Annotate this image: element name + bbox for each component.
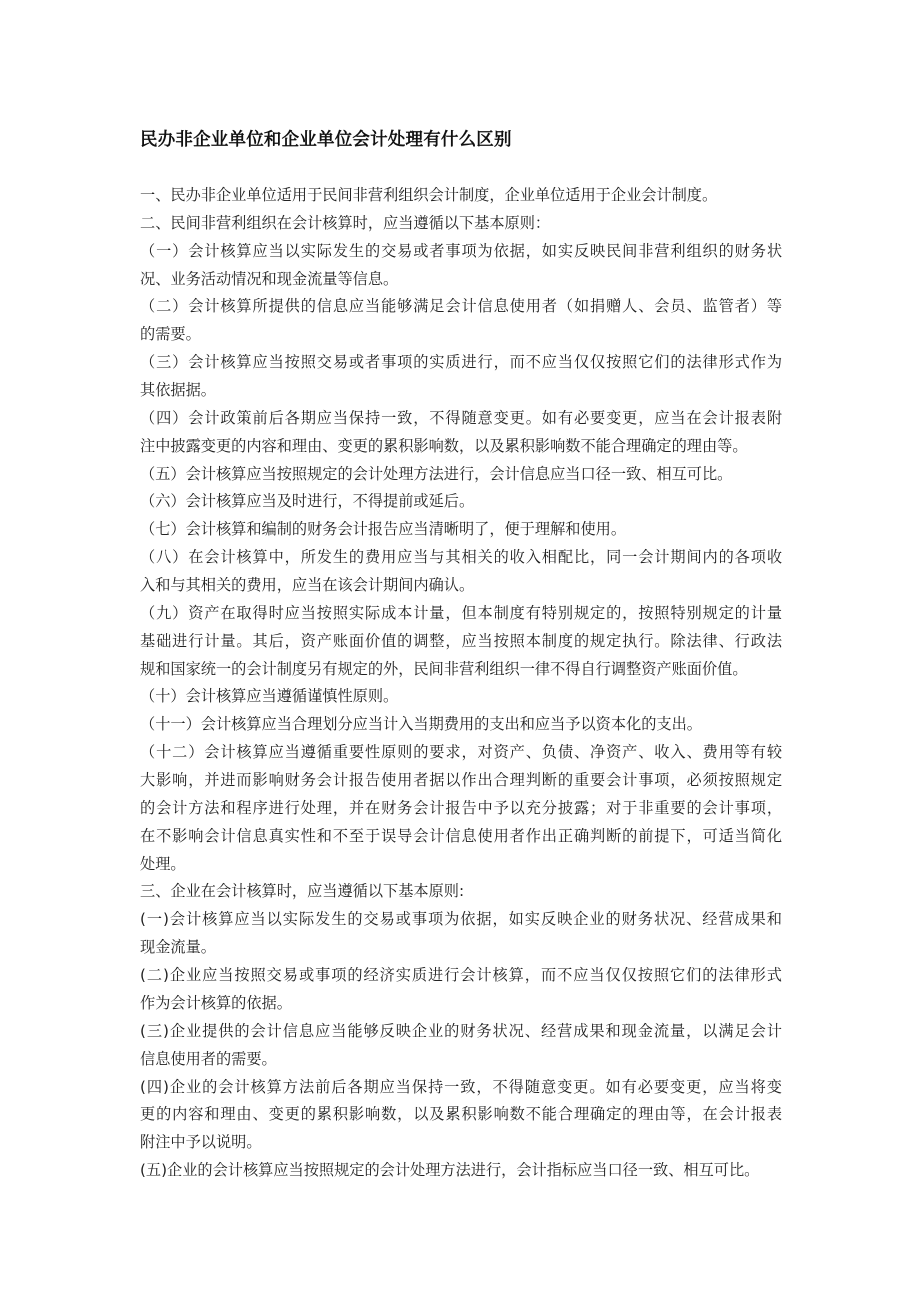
paragraph-line: （七）会计核算和编制的财务会计报告应当清晰明了，便于理解和使用。	[140, 520, 626, 539]
paragraph-line: 规和国家统一的会计制度另有规定的外，民间非营利组织一律不得自行调整资产账面价值。	[140, 659, 748, 678]
paragraph	[140, 600, 782, 684]
paragraph-line: （九）资产在取得时应当按照实际成本计量，但本制度有特别规定的，按照特别规定的计量	[140, 603, 782, 622]
paragraph	[140, 293, 782, 349]
paragraph-line: (四)企业的会计核算方法前后各期应当保持一致，不得随意变更。如有必要变更，应当将变	[140, 1077, 782, 1096]
paragraph-line: 注中披露变更的内容和理由、变更的累积影响数，以及累积影响数不能合理确定的理由等。	[140, 436, 748, 455]
paragraph-line: 三、企业在会计核算时，应当遵循以下基本原则:	[140, 882, 465, 901]
paragraph-line: (五)企业的会计核算应当按照规定的会计处理方法进行，会计指标应当口径一致、相互可比。	[140, 1161, 760, 1180]
paragraph	[140, 405, 782, 461]
paragraph	[140, 1018, 782, 1074]
paragraph-line: 在不影响会计信息真实性和不至于误导会计信息使用者作出正确判断的前提下，可适当简化	[140, 826, 782, 845]
paragraph-line: 的需要。	[140, 325, 201, 344]
paragraph	[140, 488, 782, 516]
paragraph-line: （二）会计核算所提供的信息应当能够满足会计信息使用者（如捐赠人、会员、监管者）等	[140, 297, 782, 316]
paragraph-line: 现金流量。	[140, 938, 216, 957]
paragraph-line: 的会计方法和程序进行处理，并在财务会计报告中予以充分披露；对于非重要的会计事项，	[140, 798, 782, 817]
paragraph-line: （八）在会计核算中，所发生的费用应当与其相关的收入相配比，同一会计期间内的各项收	[140, 548, 782, 567]
paragraph-line: 作为会计核算的依据。	[140, 993, 292, 1012]
document-body	[140, 182, 782, 1185]
paragraph	[140, 238, 782, 294]
paragraph-line: (一)会计核算应当以实际发生的交易或事项为依据，如实反映企业的财务状况、经营成果和	[140, 910, 782, 929]
paragraph	[140, 210, 782, 238]
paragraph	[140, 516, 782, 544]
paragraph	[140, 182, 782, 210]
paragraph-line: 信息使用者的需要。	[140, 1049, 277, 1068]
paragraph	[140, 1157, 782, 1185]
paragraph	[140, 906, 782, 962]
paragraph	[140, 683, 782, 711]
paragraph-line: (二)企业应当按照交易或事项的经济实质进行会计核算，而不应当仅仅按照它们的法律形式	[140, 966, 782, 985]
paragraph	[140, 962, 782, 1018]
paragraph-line: (三)企业提供的会计信息应当能够反映企业的财务状况、经营成果和现金流量，以满足会计	[140, 1021, 782, 1040]
paragraph-line: 处理。	[140, 854, 186, 873]
paragraph	[140, 544, 782, 600]
paragraph	[140, 1074, 782, 1158]
paragraph	[140, 461, 782, 489]
paragraph-line: 一、民办非企业单位适用于民间非营利组织会计制度，企业单位适用于企业会计制度。	[140, 186, 718, 204]
paragraph-line: 更的内容和理由、变更的累积影响数，以及累积影响数不能合理确定的理由等，在会计报表	[140, 1105, 782, 1124]
paragraph	[140, 711, 782, 739]
paragraph-line: 况、业务活动情况和现金流量等信息。	[140, 269, 399, 288]
paragraph-line: 基础进行计量。其后，资产账面价值的调整，应当按照本制度的规定执行。除法律、行政法	[140, 631, 782, 650]
paragraph-line: 其依据据。	[140, 381, 216, 400]
paragraph-line: （十二）会计核算应当遵循重要性原则的要求，对资产、负债、净资产、收入、费用等有较	[140, 743, 782, 762]
paragraph-line: 二、民间非营利组织在会计核算时，应当遵循以下基本原则：	[140, 213, 551, 232]
paragraph-line: 附注中予以说明。	[140, 1133, 262, 1152]
paragraph-line: （三）会计核算应当按照交易或者事项的实质进行，而不应当仅仅按照它们的法律形式作为	[140, 353, 782, 372]
paragraph	[140, 349, 782, 405]
document-title: 民办非企业单位和企业单位会计处理有什么区别	[140, 130, 512, 150]
paragraph-line: 入和与其相关的费用，应当在该会计期间内确认。	[140, 576, 475, 595]
paragraph-line: （十）会计核算应当遵循谨慎性原则。	[140, 687, 399, 706]
paragraph	[140, 739, 782, 878]
paragraph-line: （五）会计核算应当按照规定的会计处理方法进行，会计信息应当口径一致、相互可比。	[140, 464, 733, 483]
paragraph	[140, 878, 782, 906]
paragraph-line: （四）会计政策前后各期应当保持一致，不得随意变更。如有必要变更，应当在会计报表附	[140, 408, 782, 427]
paragraph-line: 大影响，并进而影响财务会计报告使用者据以作出合理判断的重要会计事项，必须按照规定	[140, 771, 782, 790]
paragraph-line: （一）会计核算应当以实际发生的交易或者事项为依据，如实反映民间非营利组织的财务状	[140, 241, 782, 260]
paragraph-line: （十一）会计核算应当合理划分应当计入当期费用的支出和应当予以资本化的支出。	[140, 715, 702, 734]
paragraph-line: （六）会计核算应当及时进行，不得提前或延后。	[140, 492, 475, 511]
